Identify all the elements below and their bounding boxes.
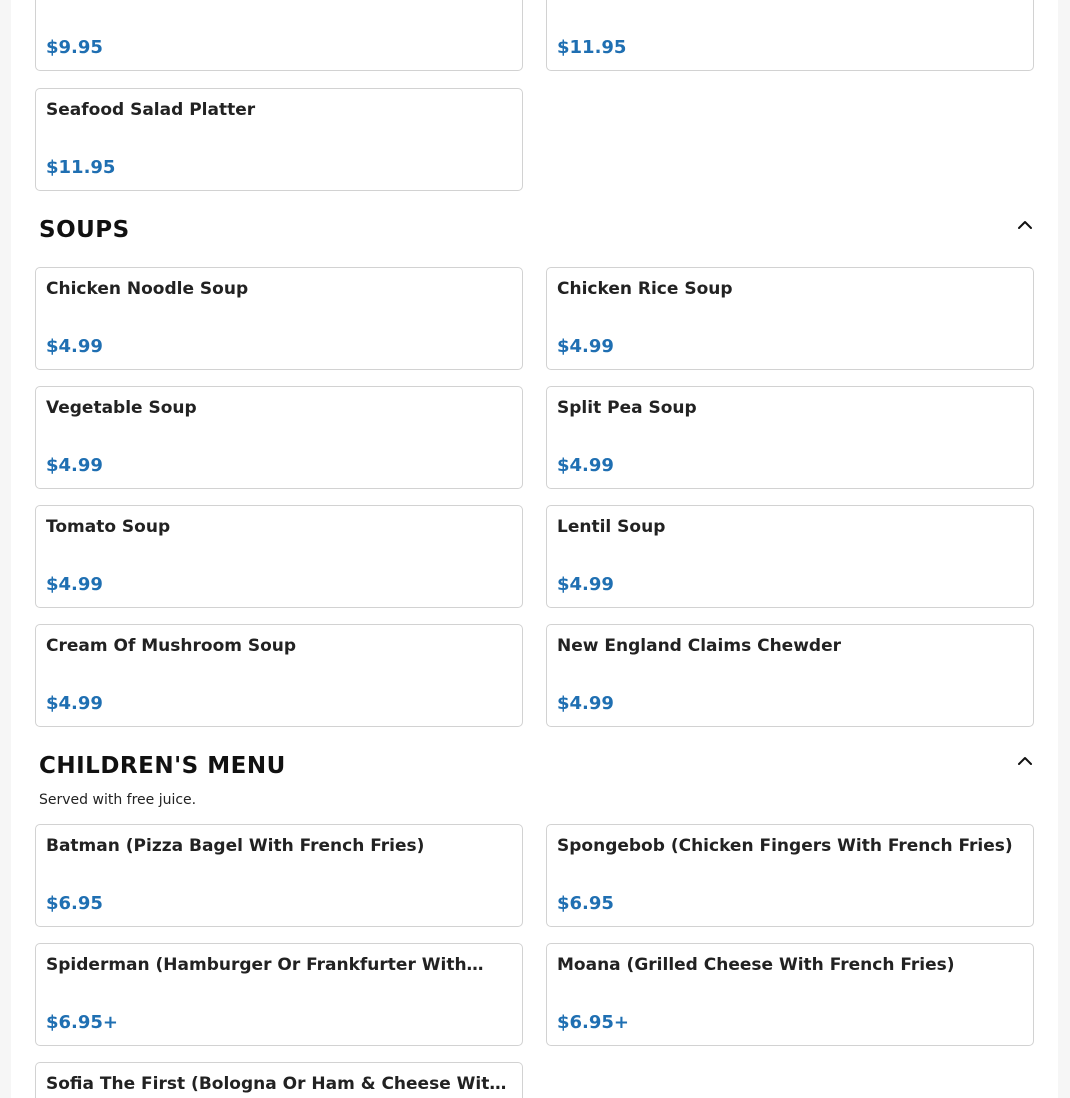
menu-item-card[interactable] [35,88,523,191]
menu-item-card[interactable] [35,943,523,1046]
menu-item-name: Cream Of Mushroom Soup [46,636,297,656]
menu-item-price: $9.95 [46,37,103,58]
menu-item-price: $4.99 [557,574,614,595]
menu-item-card[interactable] [35,824,523,927]
menu-item-price: $6.95+ [46,1012,119,1033]
menu-item-card[interactable] [546,624,1034,727]
menu-item-card[interactable] [546,267,1034,370]
menu-item-name: Spongebob (Chicken Fingers With French Fries) [557,836,1013,856]
section-description: Served with free juice. [39,792,197,808]
menu-item-name: Chicken Noodle Soup [46,279,249,299]
menu-item-name: Chicken Rice Soup [557,279,733,299]
menu-item-card[interactable] [546,824,1034,927]
chevron-up-icon[interactable] [1016,216,1034,234]
section-title-soups: SOUPS [39,217,130,243]
menu-item-card[interactable] [35,624,523,727]
menu-item-price: $4.99 [557,455,614,476]
menu-item-card[interactable] [35,1062,523,1098]
menu-item-price: $6.95 [46,893,103,914]
menu-item-name: Lentil Soup [557,517,666,537]
menu-item-name: Spiderman (Hamburger Or Frankfurter With… [46,955,484,975]
menu-item-name: Batman (Pizza Bagel With French Fries) [46,836,425,856]
menu-item-price: $4.99 [46,574,103,595]
menu-item-card[interactable] [35,505,523,608]
menu-item-name: Sofia The First (Bologna Or Ham & Cheese Wit… [46,1074,507,1094]
menu-item-price: $6.95+ [557,1012,630,1033]
menu-item-name: Split Pea Soup [557,398,697,418]
menu-item-name: Moana (Grilled Cheese With French Fries) [557,955,955,975]
menu-item-price: $4.99 [557,336,614,357]
menu-item-card[interactable] [546,0,1034,71]
section-title-childrens-menu: CHILDREN'S MENU [39,753,286,779]
menu-page [11,0,1058,1098]
menu-item-price: $11.95 [46,157,116,178]
menu-item-price: $4.99 [46,336,103,357]
menu-item-price: $4.99 [46,693,103,714]
menu-item-price: $4.99 [557,693,614,714]
menu-item-card[interactable] [546,943,1034,1046]
menu-item-price: $6.95 [557,893,614,914]
menu-item-name: Seafood Salad Platter [46,100,256,120]
menu-item-card[interactable] [35,267,523,370]
menu-item-card[interactable] [35,386,523,489]
menu-item-card[interactable] [546,386,1034,489]
menu-item-card[interactable] [35,0,523,71]
menu-item-card[interactable] [546,505,1034,608]
menu-item-price: $4.99 [46,455,103,476]
menu-item-name: Vegetable Soup [46,398,197,418]
menu-item-name: Tomato Soup [46,517,171,537]
menu-item-price: $11.95 [557,37,627,58]
menu-item-name: New England Claims Chewder [557,636,842,656]
chevron-up-icon[interactable] [1016,752,1034,770]
